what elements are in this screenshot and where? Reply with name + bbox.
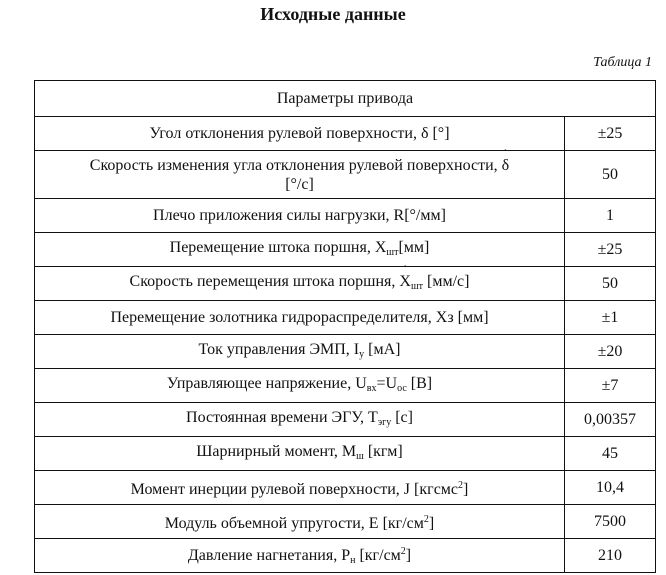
table-row	[35, 301, 656, 335]
param-name: Угол отклонения рулевой поверхности, δ [°]	[35, 117, 565, 151]
table-caption: Таблица 1	[593, 55, 652, 70]
param-name-text: Модуль объемной упругости, E [кг/см	[164, 515, 424, 532]
symbol-dot: ˙ X	[399, 272, 411, 291]
param-value: 7500	[565, 505, 656, 539]
param-name	[35, 233, 565, 267]
param-name-text: =U	[376, 374, 398, 392]
parameters-table	[34, 80, 656, 573]
param-name: Плечо приложения силы нагрузки, R[°/мм]	[35, 199, 565, 233]
table-row	[35, 403, 656, 437]
superscript: 2	[400, 545, 406, 557]
param-name-text: Управляющее напряжение, U	[166, 374, 367, 392]
param-name	[35, 369, 565, 403]
param-name-text: Постоянная времени ЭГУ, T	[186, 408, 378, 426]
subscript: вх	[366, 382, 377, 394]
param-name	[35, 505, 565, 539]
param-value: ±7	[565, 369, 656, 403]
superscript: 2	[458, 480, 464, 491]
param-value: 50	[565, 151, 656, 199]
param-name-text: Момент инерции рулевой поверхности, J [кгсмс	[130, 481, 459, 498]
param-value: ±20	[565, 335, 656, 369]
subscript: ш	[356, 450, 364, 462]
table-header: Параметры привода	[35, 81, 656, 117]
param-name-text: Скорость перемещения штока поршня,	[129, 272, 400, 290]
param-value: ±25	[565, 233, 656, 267]
table-row	[35, 335, 656, 369]
table-row	[35, 199, 656, 233]
subscript: н	[350, 554, 356, 566]
table-header-row	[35, 81, 656, 117]
table-row	[35, 437, 656, 471]
param-name	[35, 403, 565, 437]
param-name: Перемещение золотника гидрораспределителя, Xз [мм]	[35, 301, 565, 335]
param-name	[35, 471, 565, 505]
param-name-unit: [с]	[391, 408, 413, 426]
subscript: у	[359, 348, 365, 360]
param-value: ±25	[565, 117, 656, 151]
table-row	[35, 505, 656, 539]
table-row	[35, 471, 656, 505]
table-row	[35, 369, 656, 403]
symbol-dot: ˙ δ	[502, 156, 510, 175]
param-value: 50	[565, 267, 656, 301]
param-name-text: [кг/см	[355, 546, 401, 564]
param-value: 10,4	[565, 471, 656, 505]
param-name	[35, 151, 565, 199]
subscript: шт	[410, 280, 424, 292]
param-name-unit: [мм/с]	[423, 272, 470, 290]
superscript: 2	[423, 514, 429, 525]
param-name	[35, 267, 565, 301]
param-name-text: Давление нагнетания, P	[187, 546, 351, 564]
param-value: 45	[565, 437, 656, 471]
param-name-unit: ]	[463, 481, 469, 498]
param-value: 210	[565, 539, 656, 573]
subscript: эгу	[377, 416, 392, 428]
param-name	[35, 335, 565, 369]
param-name-text: Скорость изменения угла отклонения рулевой поверхности,	[89, 156, 502, 174]
table-row	[35, 267, 656, 301]
param-name-text: Шарнирный момент, M	[196, 442, 357, 460]
table-row	[35, 117, 656, 151]
param-name-unit: ]	[405, 546, 412, 564]
subscript: шт	[386, 246, 399, 258]
param-name-unit: ]	[428, 515, 435, 532]
param-name-unit: [мм]	[398, 238, 430, 256]
subscript: ос	[397, 382, 407, 394]
param-name	[35, 437, 565, 471]
param-value: ±1	[565, 301, 656, 335]
document-title: Исходные данные	[260, 4, 406, 24]
param-name	[35, 539, 565, 573]
param-value: 0,00357	[565, 403, 656, 437]
table-row	[35, 233, 656, 267]
table-row	[35, 539, 656, 573]
param-name-unit: [мА]	[364, 340, 401, 358]
table-row	[35, 151, 656, 199]
param-name-unit: [°/с]	[285, 175, 314, 193]
param-name-text: Перемещение штока поршня, X	[169, 238, 387, 256]
param-name-text: Ток управления ЭМП, I	[198, 340, 360, 358]
param-name-unit: [кгм]	[363, 442, 403, 460]
param-name-unit: [В]	[406, 374, 433, 392]
param-value: 1	[565, 199, 656, 233]
